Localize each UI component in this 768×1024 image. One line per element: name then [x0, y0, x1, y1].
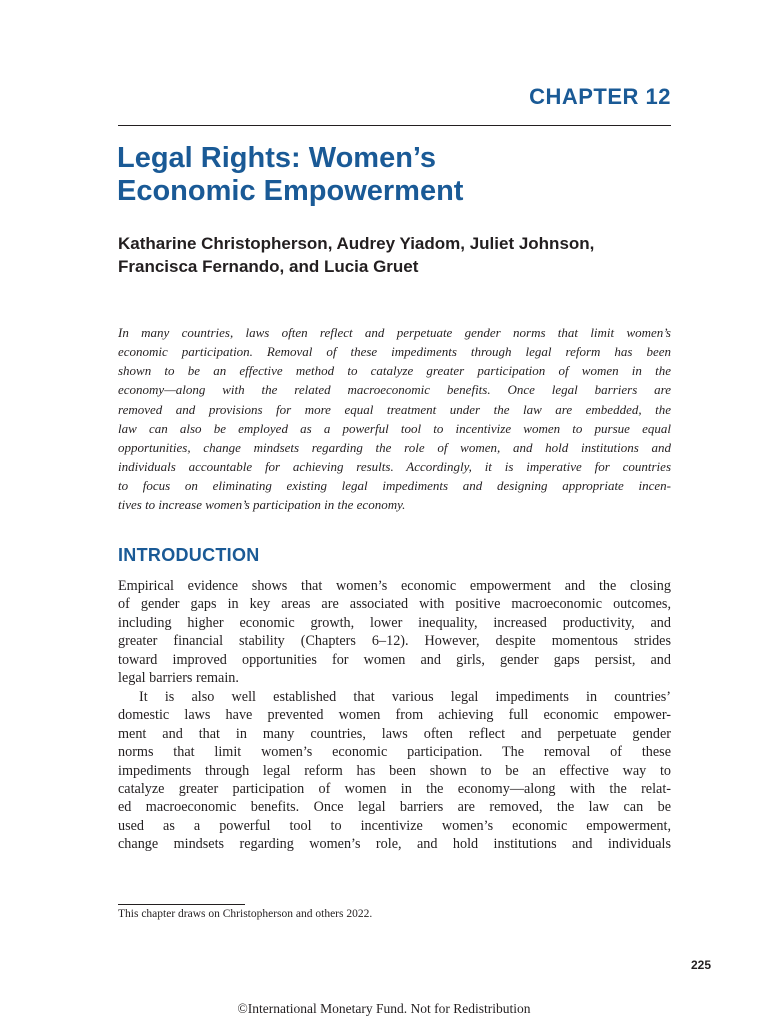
abstract-line: individuals accountable for achieving results. Accordingly, it is imperative for countries [118, 459, 671, 475]
body-line: Empirical evidence shows that women’s economic empowerment and the closing [118, 578, 671, 594]
author-line: Katharine Christopherson, Audrey Yiadom, Juliet Johnson, [118, 234, 595, 253]
chapter-label: CHAPTER 12 [529, 84, 671, 109]
footnote-rule [118, 904, 245, 905]
chapter-title-line: Economic Empowerment [117, 175, 464, 207]
body-line: toward improved opportunities for women and girls, gender gaps persist, and [118, 651, 671, 668]
body-line: catalyze greater participation of women in the economy—along with the relat- [118, 780, 671, 797]
body-line: ment and that in many countries, laws often reflect and perpetuate gender [118, 725, 671, 742]
abstract-line: shown to be an effective method to catalyze greater participation of women in the [118, 363, 671, 379]
footnote: This chapter draws on Christopherson and others 2022. [118, 908, 373, 920]
abstract-line: tives to increase women’s participation in the economy. [118, 497, 406, 513]
body-line: including higher economic growth, lower inequality, increased productivity, and [118, 614, 671, 631]
body-line: domestic laws have prevented women from achieving full economic empower- [118, 707, 671, 724]
chapter-abstract [118, 323, 671, 515]
body-line: legal barriers remain. [118, 670, 239, 687]
body-line: ed macroeconomic benefits. Once legal barriers are removed, the law can be [118, 799, 671, 816]
body-line: used as a powerful tool to incentivize women’s economic empowerment, [118, 817, 671, 834]
abstract-line: economic participation. Removal of these impediments through legal reform has been [118, 344, 671, 360]
body-line: of gender gaps in key areas are associated with positive macroeconomic outcomes, [118, 596, 671, 613]
body-line: norms that limit women’s economic participation. The removal of these [118, 744, 671, 761]
chapter-title-line: Legal Rights: Women’s [117, 142, 437, 174]
chapter-title [117, 142, 677, 208]
abstract-line: In many countries, laws often reflect and perpetuate gender norms that limit women’s [118, 325, 671, 340]
abstract-line: economy—along with the related macroeconomic benefits. Once legal barriers are [118, 382, 671, 398]
author-list [118, 232, 688, 278]
section-heading-introduction: INTRODUCTION [118, 545, 260, 565]
abstract-line: to focus on eliminating existing legal impediments and designing appropriate incen- [118, 478, 671, 494]
author-line: Francisca Fernando, and Lucia Gruet [118, 257, 419, 276]
page-number: 225 [690, 958, 711, 972]
body-line: greater financial stability (Chapters 6–12). However, despite momentous strides [118, 633, 671, 650]
chapter-rule [118, 125, 671, 126]
copyright-notice: ©International Monetary Fund. Not for Redistribution [237, 1001, 531, 1016]
body-line: impediments through legal reform has been shown to be an effective way to [118, 762, 671, 779]
abstract-line: law can also be employed as a powerful tool to incentivize women to pursue equal [118, 420, 671, 436]
introduction-body [118, 577, 671, 854]
body-line: change mindsets regarding women’s role, and hold institutions and individuals [118, 836, 671, 853]
abstract-line: opportunities, change mindsets regarding the role of women, and hold institutions and [118, 439, 671, 455]
abstract-line: removed and provisions for more equal treatment under the law are embedded, the [118, 401, 671, 417]
body-line: It is also well established that various legal impediments in countries’ [139, 688, 671, 705]
